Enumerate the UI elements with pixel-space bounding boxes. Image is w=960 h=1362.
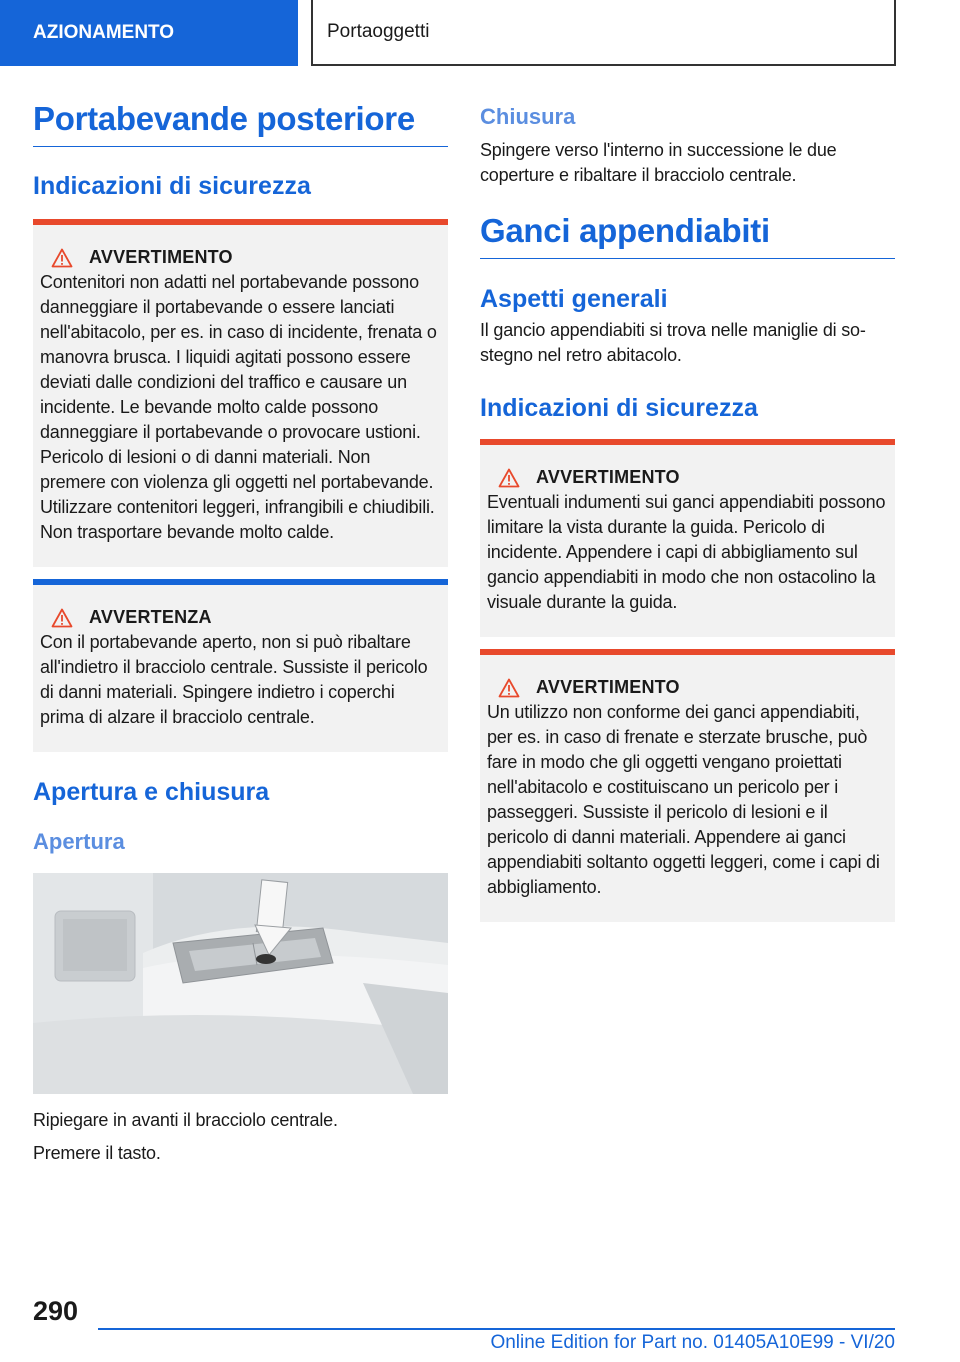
warning-title: AVVERTIMENTO [89, 247, 233, 267]
warning-triangle-icon [51, 248, 73, 268]
page-number: 290 [33, 1296, 79, 1326]
chapter-title: Portaoggetti [311, 0, 896, 66]
armrest-illustration [33, 873, 448, 1094]
warning-box-3 [480, 439, 895, 637]
warning-triangle-icon [498, 468, 520, 488]
warning-title: AVVERTENZA [89, 607, 212, 627]
left-column [33, 100, 448, 1166]
step-2: Premere il tasto. [33, 1143, 161, 1163]
general-heading: Aspetti generali [480, 285, 668, 313]
step-1: Ripiegare in avanti il bracciolo centrale. [33, 1110, 338, 1130]
warning-text: Eventuali indumenti sui ganci appendiabiti possono limitare la vista durante la guida. Pericolo di incidente. Appendere i capi di abbigliamento sul gancio appendiabiti in modo che non ostacolino la visuale durante la guida. [487, 492, 886, 612]
warning-triangle-icon [498, 678, 520, 698]
warning-title: AVVERTIMENTO [536, 677, 680, 697]
warning-title: AVVERTIMENTO [536, 467, 680, 487]
warning-box-1 [33, 219, 448, 567]
footer-divider [98, 1328, 895, 1330]
safety-heading-right: Indicazioni di sicurezza [480, 394, 758, 422]
warning-triangle-icon [51, 608, 73, 628]
warning-text: Un utilizzo non conforme dei ganci appendiabiti, per es. in caso di frenate e sterzate brusche, può fare in modo che gli oggetti vengano proiettati nell'abitacolo e costituiscano un pericolo per i passeggeri. Sussiste il pericolo di lesioni e il pericolo di danni materiali. Appendere ai ganci appendiabiti soltanto oggetti leggeri, come i capi di abbigliamento. [487, 702, 880, 897]
general-text: Il gancio appendiabiti si trova nelle maniglie di sostegno nel retro abitacolo. [480, 320, 866, 365]
warning-box-2 [33, 579, 448, 752]
edition-text: Online Edition for Part no. 01405A10E99 - VI/20 [490, 1332, 895, 1353]
armrest-photo [33, 873, 448, 1094]
right-column [480, 104, 895, 922]
section-title-cupholder: Portabevande posteriore [33, 100, 448, 147]
warning-text: Con il portabevande aperto, non si può ribaltare all'indietro il bracciolo centrale. Sussiste il pericolo di danni materiali. Spingere indietro i coperchi prima di alzare il bracciolo centrale. [40, 632, 428, 727]
closing-heading: Chiusura [480, 104, 576, 129]
warning-text: Contenitori non adatti nel portabevande possono danneggiare il portabevande o essere lanciati nell'abitacolo, per es. in caso di incidente, frenata o manovra brusca. I liquidi agitati possono essere deviati dalle condizioni del traffico e causare un incidente. Le bevande molto calde possono danneggiare il portabevande o provocare ustioni. Pericolo di lesioni o di danni materiali. Non premere con violenza gli oggetti nel portabevande. Utilizzare contenitori leggeri, infrangibili e chiudibili. Non trasportare bevande molto calde. [40, 272, 437, 542]
closing-text: Spingere verso l'interno in successione le due coperture e ribaltare il bracciolo centrale. [480, 140, 837, 185]
section-tab: AZIONAMENTO [0, 0, 298, 66]
opening-heading: Apertura [33, 829, 125, 854]
section-title-hooks: Ganci appendiabiti [480, 212, 895, 259]
open-close-heading: Apertura e chiusura [33, 778, 270, 806]
warning-box-4 [480, 649, 895, 922]
safety-heading-left: Indicazioni di sicurezza [33, 172, 311, 200]
